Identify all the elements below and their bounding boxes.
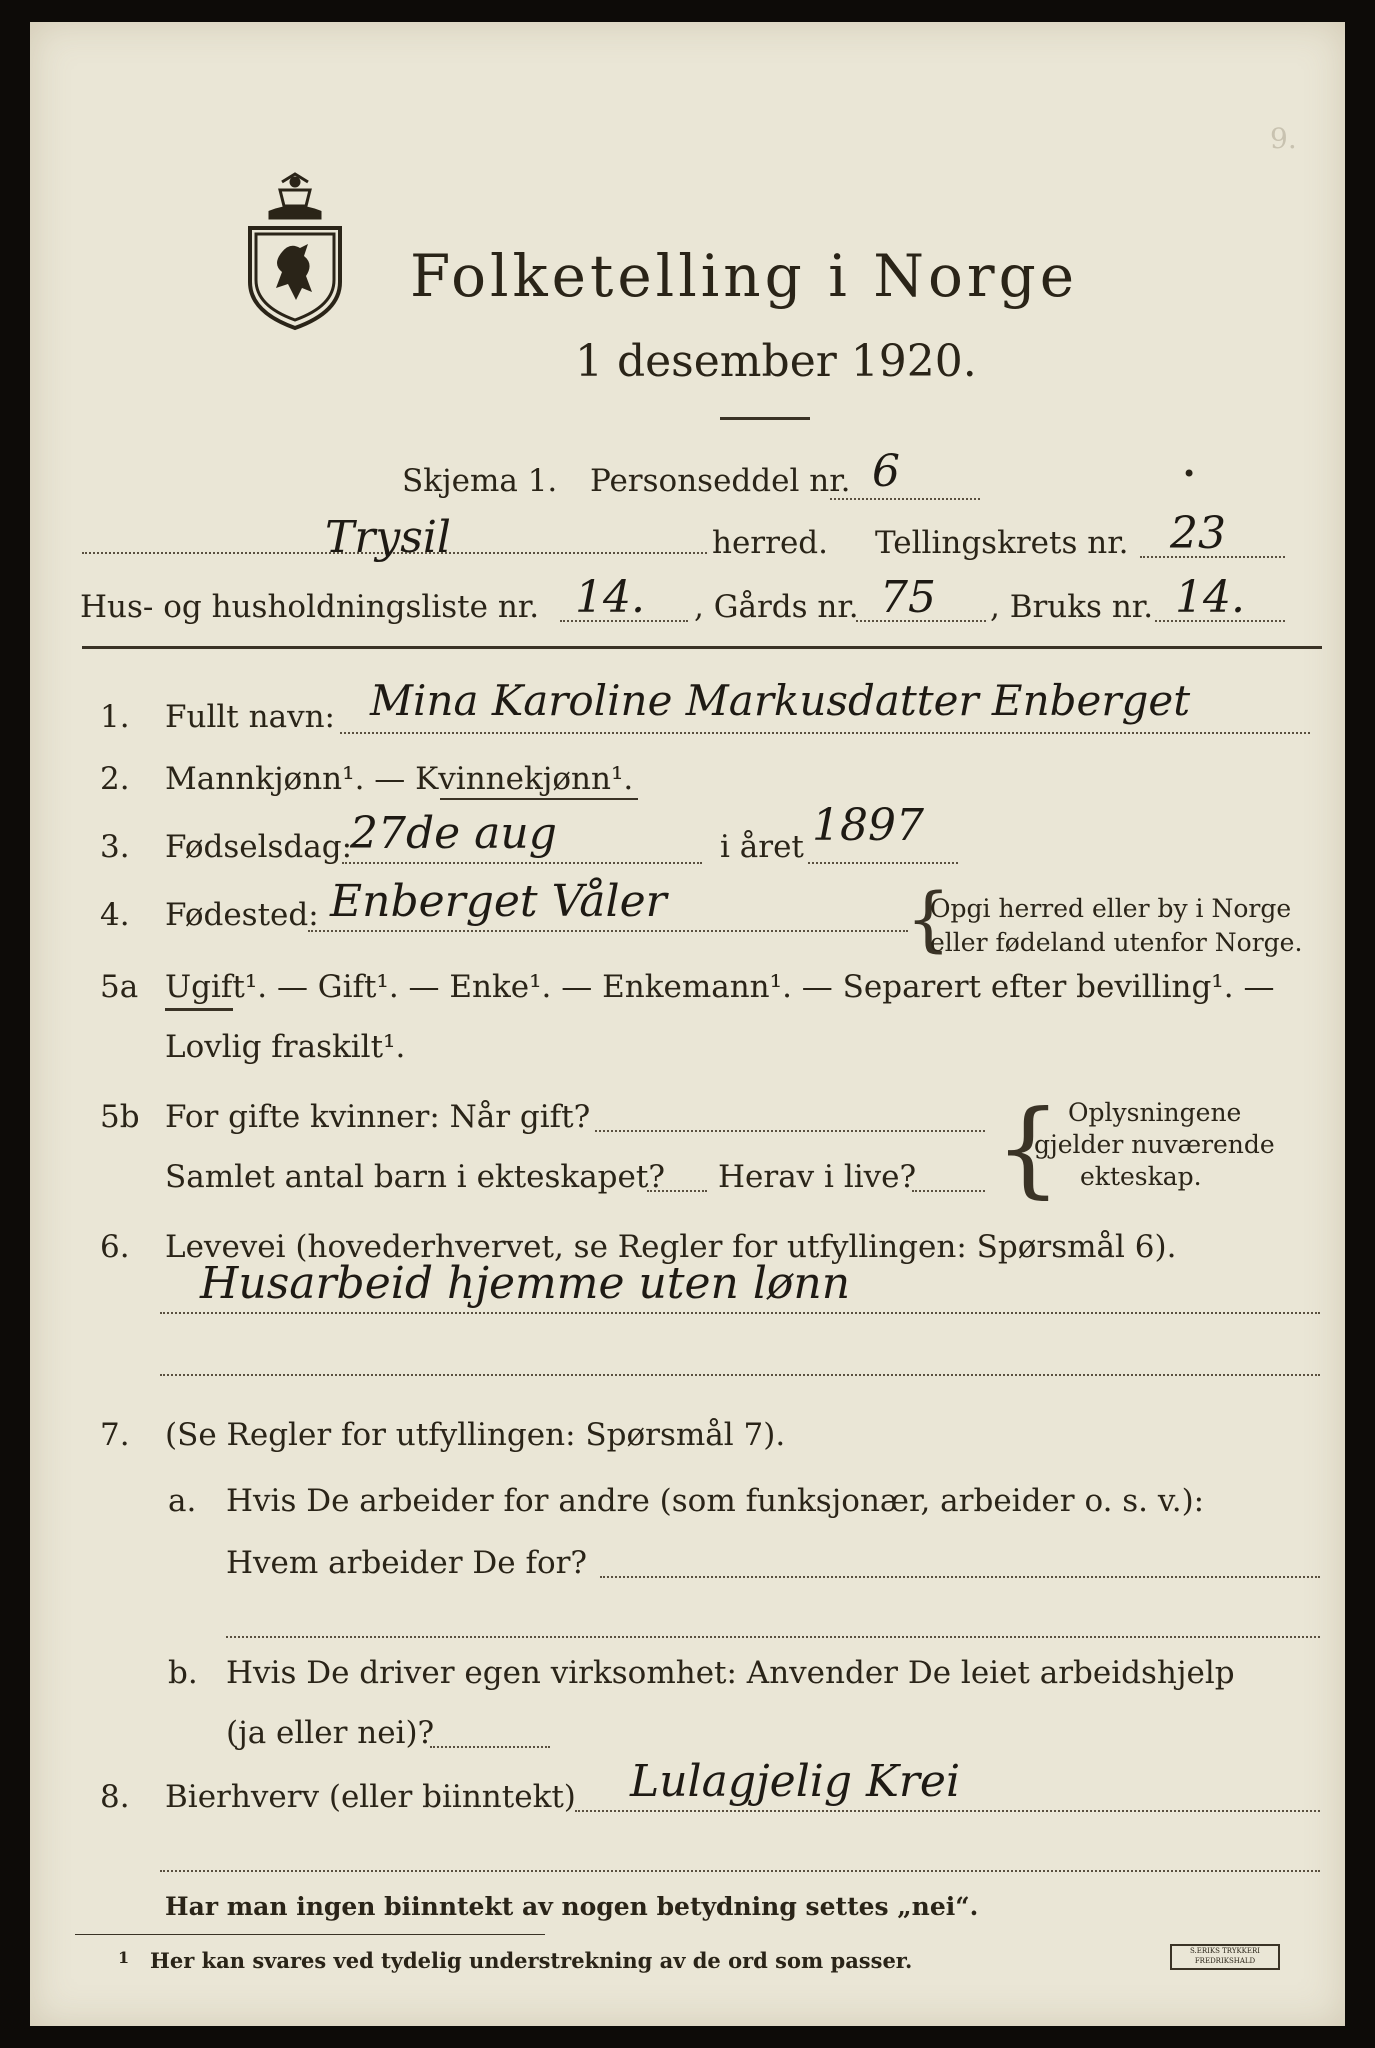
census-date: 1 desember 1920.	[575, 336, 977, 387]
q6-label: Levevei (hovederhvervet, se Regler for utfyllingen: Spørsmål 6).	[165, 1229, 1177, 1265]
q6-field-line-2	[160, 1374, 1320, 1376]
q7-number: 7.	[100, 1417, 130, 1453]
bruks-label: , Bruks nr.	[990, 589, 1154, 625]
q5b-line2a: Samlet antal barn i ekteskapet?	[165, 1159, 665, 1195]
bleed-through-text: 9.	[1270, 122, 1297, 155]
footnote-rule	[75, 1934, 545, 1935]
q5b-gift-field-line	[595, 1130, 985, 1132]
q3-year-field-line	[808, 862, 958, 864]
q4-birthplace: Enberget Våler	[330, 876, 667, 927]
q8-field-line-2	[160, 1870, 1320, 1872]
hus-number: 14.	[575, 572, 645, 623]
footnote-text: Her kan svares ved tydelig understrekning av de ord som passer.	[150, 1948, 913, 1973]
q5b-line2b: Herav i live?	[718, 1159, 917, 1195]
q3-day-field-line	[342, 862, 702, 864]
q2-number: 2.	[100, 761, 130, 797]
q1-label: Fullt navn:	[165, 699, 335, 735]
q3-birth-year: 1897	[812, 800, 924, 851]
q5b-barn-field-line	[647, 1190, 707, 1192]
gards-label: , Gårds nr.	[694, 589, 859, 625]
census-form-page	[30, 22, 1345, 2026]
q8-field-line-1	[575, 1810, 1320, 1812]
q3-year-label: i året	[720, 829, 804, 865]
herred-value: Trysil	[325, 512, 451, 563]
form-title: Folketelling i Norge	[410, 242, 1079, 310]
q7b-line2: (ja eller nei)?	[226, 1715, 435, 1751]
q7b-letter: b.	[168, 1655, 198, 1691]
q7a-line2: Hvem arbeider De for?	[226, 1545, 588, 1581]
q5a-number: 5a	[100, 969, 139, 1005]
printer-stamp: S.ERIKS TRYKKERI FREDRIKSHALD	[1170, 1944, 1280, 1970]
q5b-brace: {	[995, 1087, 1062, 1209]
footnote-mark: 1	[118, 1948, 130, 1967]
q4-label: Fødested:	[165, 897, 319, 933]
q7a-field-line-2	[226, 1636, 1320, 1638]
q7b-field-line	[430, 1746, 550, 1748]
q4-brace: {	[906, 878, 951, 960]
skjema-label: Skjema 1.	[402, 463, 558, 499]
q7a-line1: Hvis De arbeider for andre (som funksjonær, arbeider o. s. v.):	[226, 1483, 1205, 1519]
tellingskrets-label: Tellingskrets nr.	[875, 525, 1129, 561]
gards-number: 75	[880, 572, 936, 623]
q5a-line1: Ugift¹. — Gift¹. — Enke¹. — Enkemann¹. — Separert efter bevilling¹. —	[165, 969, 1275, 1005]
norwegian-coat-of-arms-icon	[242, 172, 348, 332]
personseddel-field-line	[830, 498, 980, 500]
q8-number: 8.	[100, 1779, 130, 1815]
q8-side-occupation: Lulagjelig Krei	[630, 1756, 961, 1807]
q2-label: Mannkjønn¹. — Kvinnekjønn¹.	[165, 761, 634, 797]
q7a-letter: a.	[168, 1483, 197, 1519]
q3-label: Fødselsdag:	[165, 829, 353, 865]
q4-field-line	[308, 930, 908, 932]
bruks-number: 14.	[1175, 572, 1245, 623]
q3-number: 3.	[100, 829, 130, 865]
q1-full-name: Mina Karoline Markusdatter Enberget	[370, 676, 1191, 725]
q6-field-line-1	[160, 1312, 1320, 1314]
q7a-field-line-1	[600, 1576, 1320, 1578]
q5b-line1: For gifte kvinner: Når gift?	[165, 1099, 591, 1135]
q7-label: (Se Regler for utfyllingen: Spørsmål 7).	[165, 1417, 786, 1453]
q1-field-line	[340, 732, 1310, 734]
footer-note: Har man ingen biinntekt av nogen betydning settes „nei“.	[165, 1892, 979, 1921]
q5a-line2: Lovlig fraskilt¹.	[165, 1029, 406, 1065]
header-divider	[82, 646, 1322, 649]
q5a-underline-ugift	[165, 1008, 233, 1011]
q7b-line1: Hvis De driver egen virksomhet: Anvender De leiet arbeidshjelp	[226, 1655, 1235, 1691]
personseddel-number: 6	[872, 446, 900, 497]
tellingskrets-number: 23	[1170, 508, 1226, 559]
title-divider	[720, 417, 810, 420]
hus-label: Hus- og husholdningsliste nr.	[80, 589, 540, 625]
q1-number: 1.	[100, 699, 130, 735]
personseddel-label: Personseddel nr.	[590, 463, 851, 499]
q2-underline-kvinnekjonn	[440, 798, 638, 800]
q5b-note-line1: Oplysningene	[1068, 1098, 1242, 1127]
q5b-note-line2: gjelder nuværende	[1034, 1130, 1275, 1159]
q4-number: 4.	[100, 897, 130, 933]
q8-label: Bierhverv (eller biinntekt)	[165, 1779, 576, 1815]
q6-occupation: Husarbeid hjemme uten lønn	[200, 1258, 851, 1309]
q5b-note-line3: ekteskap.	[1080, 1162, 1202, 1191]
q5b-ilive-field-line	[912, 1190, 985, 1192]
q4-note-line2: eller fødeland utenfor Norge.	[930, 928, 1303, 957]
herred-label: herred.	[712, 525, 828, 561]
q4-note-line1: Opgi herred eller by i Norge	[930, 894, 1292, 923]
q6-number: 6.	[100, 1229, 130, 1265]
q5b-number: 5b	[100, 1099, 140, 1135]
q3-birth-day: 27de aug	[350, 808, 557, 859]
stray-mark: •	[1182, 460, 1197, 488]
